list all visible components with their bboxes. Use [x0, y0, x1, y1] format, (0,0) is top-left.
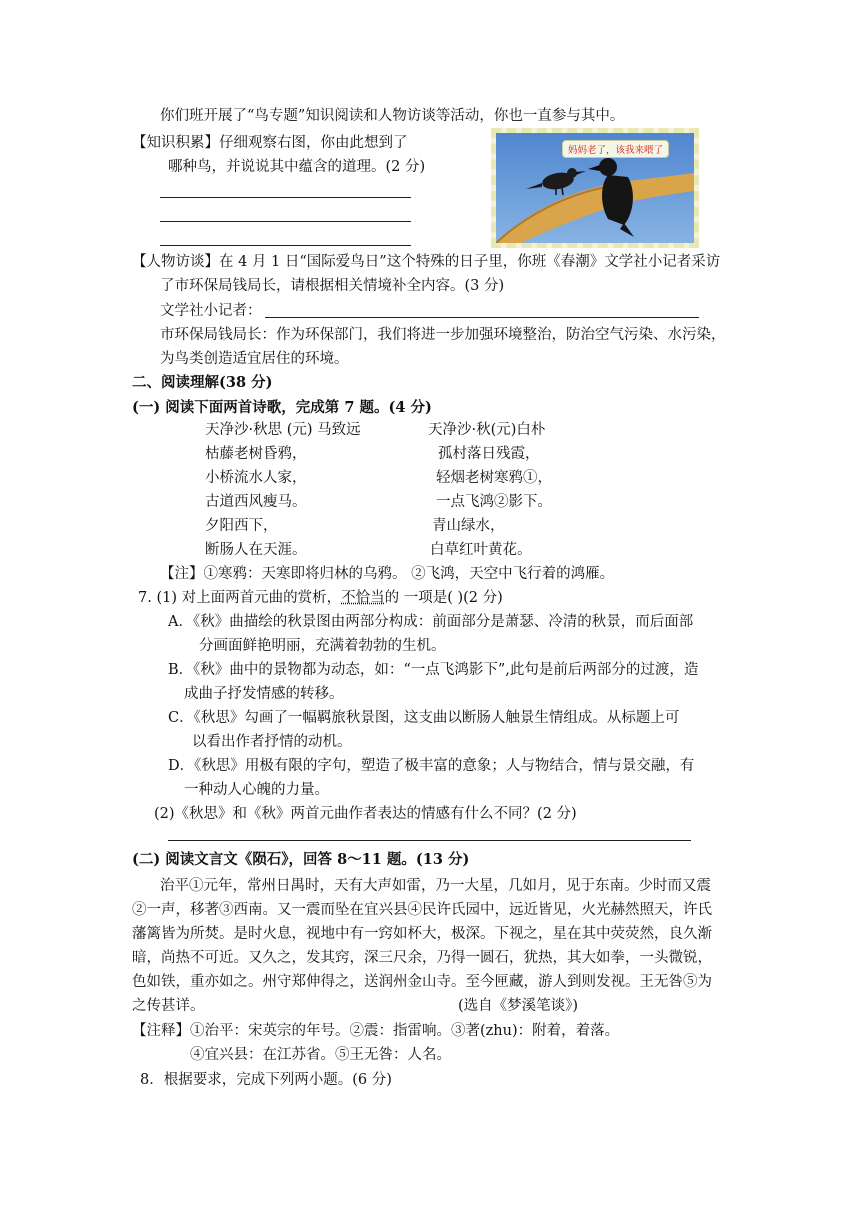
- q7-1-stem: [138, 588, 503, 608]
- classical-text-line: 治平①元年，常州日禺时，天有大声如雷，乃一大星，几如月，见于东南。少时而又震: [160, 878, 711, 894]
- answer-line-1[interactable]: [160, 197, 411, 198]
- q7-1-post: 的 一项是( )(2 分): [384, 590, 503, 606]
- knowledge-tag: 【知识积累】: [132, 135, 219, 151]
- poem-left-title: 天净沙·秋思 (元) 马致远: [205, 422, 361, 438]
- poem-left-line: 夕阳西下，: [205, 518, 278, 534]
- section2-heading: 二、阅读理解(38 分): [132, 374, 273, 391]
- classical-text-line: 色如铁，重亦如之。州守郑伸得之，送润州金山寺。至今匣藏，游人到则发视。王无咎⑤为: [132, 974, 712, 990]
- classical-source: (选自《梦溪笔谈》): [458, 998, 579, 1014]
- speech-bubble: 妈妈老了，该我来喂了: [562, 140, 669, 158]
- poem-right-line: 一点飞鸿②影下。: [436, 494, 552, 510]
- option-d: D．《秋思》用极有限的字句，塑造了极丰富的意象；人与物结合，情与景交融，有: [168, 758, 695, 774]
- poem-right-line: 青山绿水，: [432, 518, 505, 534]
- chief-line1: 市环保局钱局长：作为环保部门，我们将进一步加强环境整治，防治空气污染、水污染，: [160, 327, 726, 343]
- chief-line2: 为鸟类创造适宜居住的环境。: [160, 351, 349, 367]
- part2-heading: (二) 阅读文言文《陨石》，回答 8～11 题。(13 分): [132, 851, 470, 868]
- option-b: B．《秋》曲中的景物都为动态，如：“一点飞鸿影下”,此句是前后两部分的过渡，造: [168, 662, 699, 678]
- classical-note-1: 【注释】①治平：宋英宗的年号。②震：指雷响。③著(zhu)：附着，着落。: [132, 1023, 620, 1039]
- knowledge-line2: 哪种鸟，并说说其中蕴含的道理。(2 分): [168, 159, 426, 175]
- answer-line-3[interactable]: [160, 245, 411, 246]
- poem-left-line: 断肠人在天涯。: [205, 542, 307, 558]
- poem-right-line: 轻烟老树寒鸦①，: [436, 470, 552, 486]
- option-c-cont: 以看出作者抒情的动机。: [192, 734, 352, 750]
- q7-2-answer-line[interactable]: [168, 840, 691, 841]
- classical-text-line: 暗，尚热不可近。又久之，发其窍，深三尺余，乃得一圆石，犹热，其大如拳，一头微锐，: [132, 950, 712, 966]
- poem-right-title: 天净沙·秋(元)白朴: [428, 422, 546, 438]
- option-c: C．《秋思》勾画了一幅羁旅秋景图，这支曲以断肠人触景生情组成。从标题上可: [168, 710, 680, 726]
- option-d-cont: 一种动人心魄的力量。: [184, 782, 329, 798]
- option-a: A．《秋》曲描绘的秋景图由两部分构成：前面部分是萧瑟、冷清的秋景，而后面部: [168, 614, 694, 630]
- poem-left-line: 古道西风瘦马。: [205, 494, 307, 510]
- reporter-answer-line[interactable]: [265, 317, 699, 318]
- option-b-cont: 成曲子抒发情感的转移。: [184, 686, 344, 702]
- q7-1-emphasis: 不恰当: [341, 590, 385, 606]
- answer-line-2[interactable]: [160, 221, 411, 222]
- reporter-label: 文学社小记者：: [160, 303, 262, 319]
- poem-right-line: 白草红叶黄花。: [430, 542, 532, 558]
- option-a-cont: 分画面鲜艳明丽，充满着勃勃的生机。: [199, 638, 446, 654]
- knowledge-question: [132, 133, 408, 153]
- q7-2-stem: (2)《秋思》和《秋》两首元曲作者表达的情感有什么不同？(2 分): [154, 806, 577, 822]
- poem-left-line: 枯藤老树昏鸦，: [205, 446, 307, 462]
- poem-right-line: 孤村落日残霞，: [438, 446, 540, 462]
- poem-note: 【注】①寒鸦：天寒即将归林的乌鸦。 ②飞鸿，天空中飞行着的鸿雁。: [160, 566, 615, 582]
- interview-question: [132, 252, 720, 272]
- interview-line2: 了市环保局钱局长，请根据相关情境补全内容。(3 分): [160, 278, 505, 294]
- classical-note-2: ④宜兴县：在江苏省。⑤王无咎：人名。: [190, 1047, 451, 1063]
- crow-feeding-photo: [491, 128, 699, 248]
- q8-stem: 8．根据要求，完成下列两小题。(6 分): [140, 1072, 392, 1088]
- knowledge-line1: 仔细观察右图，你由此想到了: [219, 135, 408, 151]
- classical-text-line: ②一声，移著③西南。又一震而坠在宜兴县④民许氏园中，远近皆见，火光赫然照天，许氏: [132, 902, 712, 918]
- part1-heading: (一) 阅读下面两首诗歌，完成第 7 题。(4 分): [132, 399, 432, 416]
- interview-tag: 【人物访谈】: [132, 254, 219, 270]
- q7-1-pre: 7. (1) 对上面两首元曲的赏析，: [138, 590, 342, 606]
- classical-text-line: 藩篱皆为所焚。是时火息，视地中有一窍如杯大，极深。下视之，星在其中荧荧然，良久渐: [132, 926, 712, 942]
- classical-text-line: 之传甚详。: [132, 998, 205, 1014]
- poem-left-line: 小桥流水人家，: [205, 470, 307, 486]
- interview-line1: 在 4 月 1 日“国际爱鸟日”这个特殊的日子里，你班《春潮》文学社小记者采访: [219, 254, 721, 270]
- intro-text: 你们班开展了“鸟专题”知识阅读和人物访谈等活动，你也一直参与其中。: [160, 108, 625, 124]
